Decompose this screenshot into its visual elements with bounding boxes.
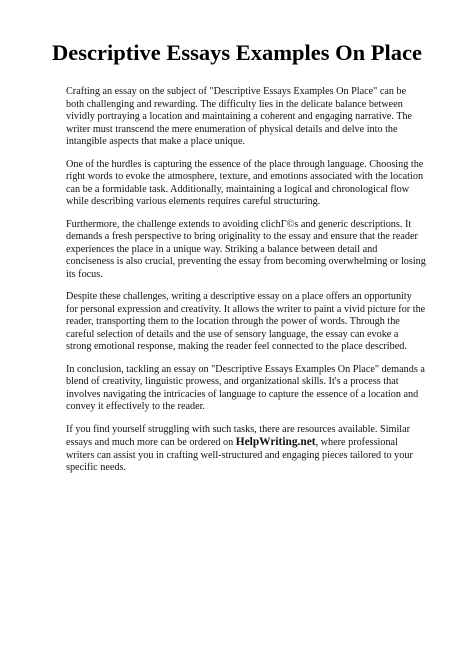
page-title: Descriptive Essays Examples On Place	[52, 40, 422, 65]
essay-body	[66, 86, 426, 485]
paragraph-intro: Crafting an essay on the subject of "Descriptive Essays Examples On Place" can be both challenging and rewarding. The difficulty lies in the delicate balance between vividly portraying a location and maintaining a coherent and engaging narrative. The writer must transcend the mere enumeration of physical details and delve into the intangible aspects that make a place unique.	[66, 86, 413, 147]
paragraph-resources	[66, 424, 426, 475]
paragraph-cliches: Furthermore, the challenge extends to avoiding clichГ©s and generic descriptions. It demands a fresh perspective to bring originality to the essay and ensure that the reader experiences the place in a unique way. Striking a balance between detail and conciseness is also crucial, preventing the essay from becoming overwhelming or losing its focus.	[66, 218, 426, 280]
paragraph-hurdles: One of the hurdles is capturing the essence of the place through language. Choosing the right words to evoke the atmosphere, texture, and emotions associated with the location can be a formidable task. Additionally, maintaining a logical and chronological flow while describing various elements requires careful structuring.	[66, 158, 424, 207]
paragraph-conclusion: In conclusion, tackling an essay on "Descriptive Essays Examples On Place" demands a blend of creativity, linguistic prowess, and organizational skills. It's a process that involves navigating the intricacies of language to capture the essence of a location and convey it effectively to the reader.	[66, 363, 425, 412]
paragraph-opportunity: Despite these challenges, writing a descriptive essay on a place offers an opportunity for personal expression and creativity. It allows the writer to paint a vivid picture for the reader, transporting them to the location through the power of words. Through the careful selection of details and the use of sensory language, the essay can evoke a strong emotional response, making the reader feel connected to the place described.	[66, 291, 426, 352]
helpwriting-link[interactable]: HelpWriting.net	[235, 436, 316, 448]
resources-text-before-link: If you find yourself struggling with such tasks, there are resources available. Similar essays and much more can be ordered on	[66, 423, 411, 448]
resources-text-after-link: , where professional writers can assist you in crafting well-structured and engaging pieces tailored to your specific needs.	[66, 437, 413, 473]
